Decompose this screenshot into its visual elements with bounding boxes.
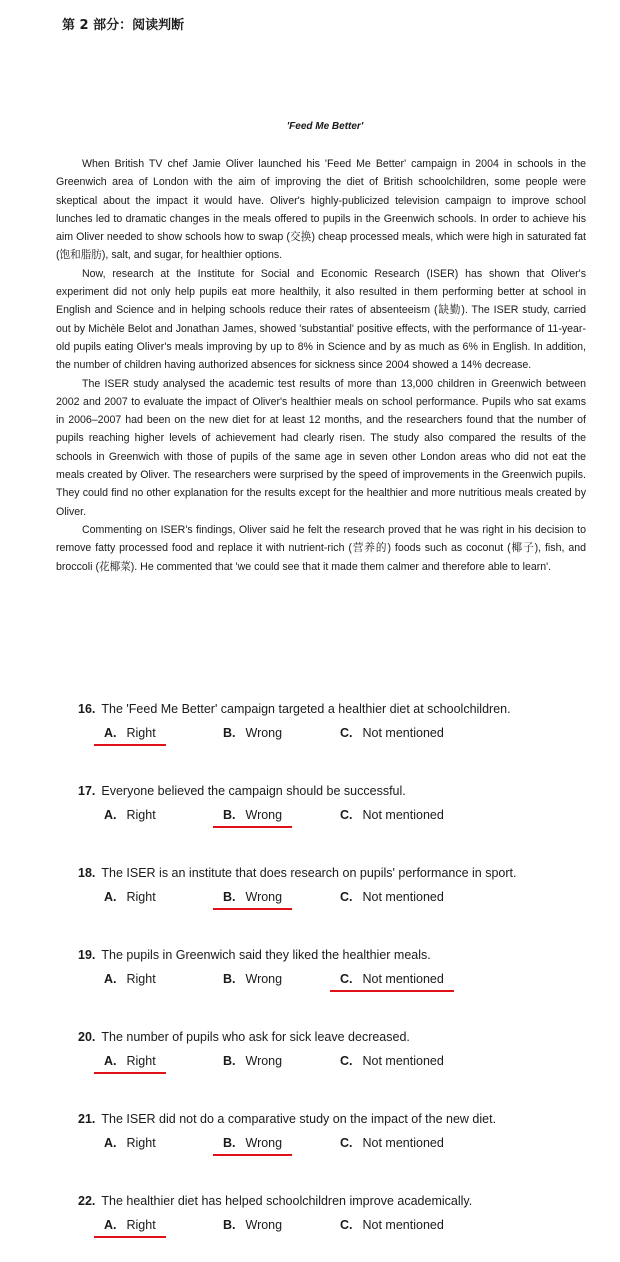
option-c[interactable]: C. Not mentioned [340, 726, 444, 740]
options [78, 726, 598, 746]
question-stem: The 'Feed Me Better' campaign targeted a healthier diet at schoolchildren. [101, 702, 511, 716]
question-number: 16. [78, 702, 96, 716]
answer-underline [94, 1236, 166, 1238]
option-b[interactable]: B. Wrong [223, 808, 282, 822]
question-19 [78, 948, 598, 992]
question-number: 17. [78, 784, 96, 798]
question-stem: The number of pupils who ask for sick leave decreased. [101, 1030, 410, 1044]
option-c[interactable]: C. Not mentioned [340, 1136, 444, 1150]
answer-underline [213, 908, 292, 910]
option-b[interactable]: B. Wrong [223, 1218, 283, 1232]
option-a[interactable]: A. Right [104, 1218, 156, 1232]
article-paragraph: Commenting on ISER's findings, Oliver said he felt the research proved that he was right in his decision to remove fatty processed food and replace it with nutrient-rich (营养的) foods such as coconut (椰子), fish, and broccoli (花椰菜). He commented that 'we could see that it made them calmer and therefore able to learn'. [56, 523, 586, 573]
question-stem: The healthier diet has helped schoolchildren improve academically. [101, 1194, 473, 1208]
section-title: 第 2 部分：阅读判断 [62, 18, 185, 33]
question-number: 19. [78, 948, 96, 962]
question-stem: Everyone believed the campaign should be successful. [101, 784, 406, 798]
question-18 [78, 866, 598, 910]
answer-underline [213, 1154, 292, 1156]
option-c[interactable]: C. Not mentioned [340, 972, 444, 986]
question-number: 18. [78, 866, 96, 880]
article-body [56, 155, 586, 576]
article-title: 'Feed Me Better' [286, 121, 364, 132]
option-a[interactable]: A. Right [104, 1054, 156, 1068]
question-17 [78, 784, 598, 828]
option-a[interactable]: A. Right [104, 1136, 156, 1150]
option-b[interactable]: B. Wrong [223, 972, 283, 986]
options [78, 808, 598, 828]
option-a[interactable]: A. Right [104, 808, 156, 822]
answer-underline [330, 990, 454, 992]
question-stem: The ISER did not do a comparative study on the impact of the new diet. [101, 1112, 497, 1126]
options [78, 1054, 598, 1074]
question-20 [78, 1030, 598, 1074]
answer-underline [213, 826, 292, 828]
article-paragraph: The ISER study analysed the academic test results of more than 13,000 children in Greenwich between 2002 and 2007 to evaluate the impact of Oliver's healthier meals on school performance. Pupils who sat exams in 2006–2007 had been on the new diet for at least 12 months, and the researchers found that the number of pupils reaching higher levels of achievement had clearly risen. The study also compared the results of the schools in Greenwich with those of pupils of the same age in seven other London areas who did not eat the meals created by Oliver. The researchers were surprised by the speed of improvements in the Greenwich pupils. They could find no other explanation for the results except for the healthier and more nutritious meals created by Oliver. [56, 377, 586, 518]
option-b[interactable]: B. Wrong [223, 1136, 282, 1150]
question-stem: The pupils in Greenwich said they liked the healthier meals. [101, 948, 431, 962]
question-22 [78, 1194, 598, 1238]
option-b[interactable]: B. Wrong [223, 890, 282, 904]
question-number: 21. [78, 1112, 96, 1126]
option-c[interactable]: C. Not mentioned [340, 890, 444, 904]
options [78, 972, 598, 992]
question-number: 22. [78, 1194, 96, 1208]
option-a[interactable]: A. Right [104, 726, 156, 740]
options [78, 1218, 598, 1238]
option-c[interactable]: C. Not mentioned [340, 1054, 444, 1068]
article-paragraph: Now, research at the Institute for Social and Economic Research (ISER) has shown that Oliver's experiment did not only help pupils eat more healthily, it also resulted in them performing better at school in English and Science and in helping schools reduce their rates of absenteeism (缺勤). The ISER study, carried out by Michèle Belot and Jonathan James, showed 'substantial' positive effects, with the performance of 11-year-old pupils eating Oliver's meals improving by up to 8% in Science and by as much as 6% in English. In addition, the number of children having authorized absences for sickness since 2004 showed a 14% decrease. [56, 267, 586, 372]
option-b[interactable]: B. Wrong [223, 726, 283, 740]
answer-underline [94, 1072, 166, 1074]
article-paragraph: When British TV chef Jamie Oliver launched his 'Feed Me Better' campaign in 2004 in schools in the Greenwich area of London with the aim of improving the diet of British schoolchildren, some people were skeptical about the impact it would have. Oliver's highly-publicized television campaign to improve school lunches led to dramatic changes in the meals offered to pupils in the Greenwich schools. In order to achieve his aim Oliver needed to show schools how to swap (交换) cheap processed meals, which were high in saturated fat (饱和脂肪), salt, and sugar, for healthier options. [56, 158, 586, 262]
options [78, 890, 598, 910]
options [78, 1136, 598, 1156]
option-c[interactable]: C. Not mentioned [340, 1218, 444, 1232]
question-16 [78, 702, 598, 746]
question-stem: The ISER is an institute that does research on pupils' performance in sport. [101, 866, 517, 880]
option-c[interactable]: C. Not mentioned [340, 808, 444, 822]
answer-underline [94, 744, 166, 746]
question-number: 20. [78, 1030, 96, 1044]
option-a[interactable]: A. Right [104, 890, 156, 904]
option-a[interactable]: A. Right [104, 972, 156, 986]
option-b[interactable]: B. Wrong [223, 1054, 283, 1068]
question-21 [78, 1112, 598, 1156]
